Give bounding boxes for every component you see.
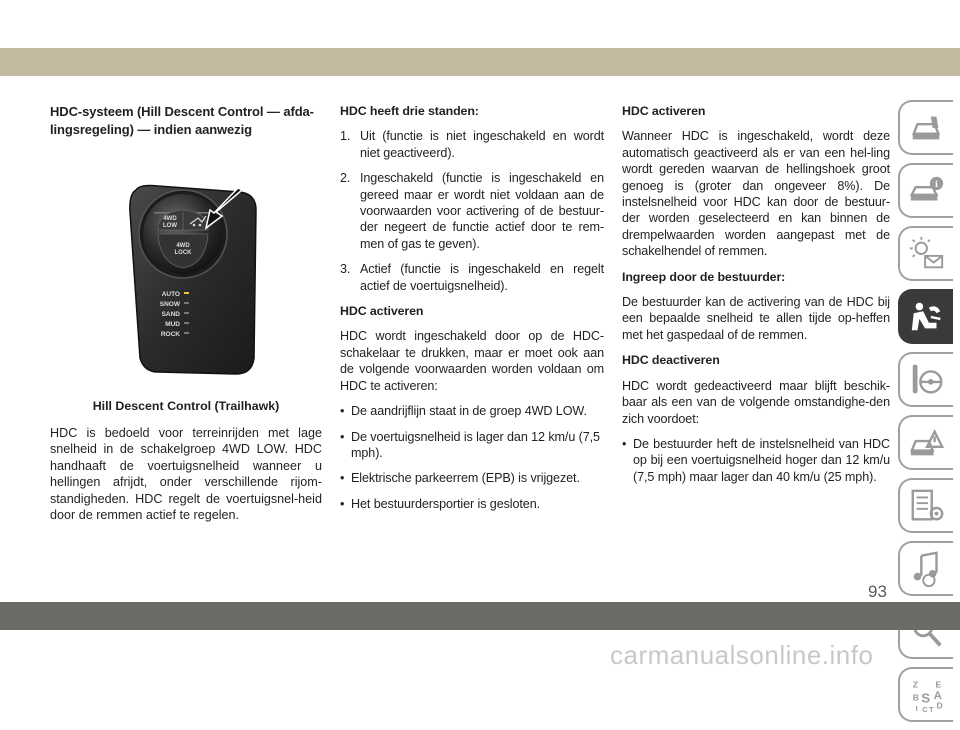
section-heading — [50, 103, 322, 139]
bullet-text: De voertuigsnelheid is lager dan 12 km/u (7,5 mph). — [351, 429, 600, 460]
bullet-glyph: • — [622, 436, 627, 451]
column-1-body: HDC is bedoeld voor terreinrijden met lage snelheid in de schakelgroep 4WD LOW. HDC handhaaft de voertuigsnelheid wanneer u hellingen afrijdt, onder verschillende rijom-standigheden. HDC regelt de voertuigsnel-heid door de remmen actief te regelen. — [50, 426, 322, 523]
hdc-switch-figure — [118, 182, 268, 378]
index-az-icon — [908, 676, 946, 714]
svg-text:T: T — [928, 704, 934, 714]
svg-text:I: I — [915, 703, 918, 713]
column-2 — [340, 103, 604, 521]
deactivate-heading: HDC deactiveren — [622, 353, 720, 368]
emergency-car-icon — [908, 424, 946, 462]
btn-4wd-lock-label-1: 4WD — [176, 243, 190, 249]
bullet-text: Elektrische parkeerrem (EPB) is vrijgezet. — [351, 471, 580, 486]
bullet-text: De aandrijflijn staat in de groep 4WD LOW. — [351, 404, 587, 419]
svg-text:C: C — [921, 704, 928, 714]
page-number: 93 — [868, 582, 887, 601]
activate-paragraph-2: Wanneer HDC is ingeschakeld, wordt deze automatisch geactiveerd als er van een hel-ling wordt gereden waarvan de hellingshoek groot genoeg is (groter dan ongeveer 8%). De instelsnelheid voor HDC kan door de bestuur-der worden geselecteerd en kan binnen de drempelwaarden worden aangepast met de schakelhendel of remmen. — [622, 129, 890, 259]
activate-heading: HDC activeren — [340, 304, 424, 319]
list-item — [340, 261, 604, 294]
mode-sand-label: SAND — [161, 311, 180, 318]
bullet-item — [622, 436, 890, 485]
tab-warning-lights[interactable] — [898, 226, 953, 281]
tab-car-seat[interactable] — [898, 100, 953, 155]
tab-steering-wrench[interactable] — [898, 352, 953, 407]
multimedia-icon — [908, 550, 946, 588]
section-heading-line-2: lingsregeling) — indien aanwezig — [50, 122, 252, 137]
steering-wrench-icon — [908, 361, 946, 399]
tab-multimedia[interactable] — [898, 541, 953, 596]
mode-snow-label: SNOW — [159, 301, 180, 308]
deactivate-paragraph: HDC wordt gedeactiveerd maar blijft beschik-baar als een van de volgende omstandighe-den zich voordoet: — [622, 378, 890, 426]
maintenance-list-icon — [908, 487, 946, 525]
mode-sand-indicator — [184, 312, 189, 314]
tab-emergency-car[interactable] — [898, 415, 953, 470]
header-band — [0, 48, 960, 76]
figure-caption: Hill Descent Control (Trailhawk) — [92, 399, 280, 413]
column-3 — [622, 103, 890, 494]
section-heading-line-1: HDC-systeem (Hill Descent Control — afda- — [50, 104, 314, 119]
mode-auto-label: AUTO — [161, 291, 180, 298]
bullet-glyph: • — [340, 496, 345, 511]
bullet-glyph: • — [340, 429, 345, 444]
svg-text:B: B — [912, 692, 919, 703]
bullet-item — [340, 429, 604, 462]
tab-driving-airbag[interactable] — [898, 289, 953, 344]
mode-mud-indicator — [184, 322, 189, 324]
svg-text:D: D — [936, 699, 943, 710]
warning-lights-icon — [908, 235, 946, 273]
svg-text:E: E — [935, 678, 941, 689]
bullet-item — [340, 403, 604, 419]
mode-rock-label: ROCK — [160, 331, 180, 338]
chapter-tabs — [898, 100, 960, 730]
list-text: Uit (functie is niet ingeschakeld en wordt niet geactiveerd). — [360, 129, 604, 160]
svg-text:Z: Z — [912, 678, 918, 689]
driving-airbag-icon — [908, 298, 946, 336]
driver-override-paragraph: De bestuurder kan de activering van de HDC bij een bepaalde snelheid te allen tijde op-heffen met het gaspedaal of de remmen. — [622, 295, 890, 342]
driver-override-heading: Ingreep door de bestuurder: — [622, 269, 786, 284]
btn-4wd-low-label-2: LOW — [163, 223, 177, 229]
activate-paragraph: HDC wordt ingeschakeld door op de HDC-schakelaar te drukken, maar er moet ook aan de volgende voorwaarden worden voldaan om HDC te activeren: — [340, 329, 604, 393]
list-number: 1. — [340, 129, 351, 144]
modes-heading: HDC heeft drie standen: — [340, 104, 479, 118]
bullet-glyph: • — [340, 404, 345, 419]
list-text: Ingeschakeld (functie is ingeschakeld en gereed maar er wordt niet voldaan aan de voorwaarden voor activering of de bestuur-der negeert de functie actief door te rem-men of gas te geven). — [360, 171, 604, 251]
svg-text:A: A — [933, 689, 942, 702]
svg-text:S: S — [920, 690, 930, 706]
list-number: 2. — [340, 171, 351, 186]
list-number: 3. — [340, 262, 351, 277]
bullet-text: De bestuurder heft de instelsnelheid van HDC op bij een voertuigsnelheid hoger dan 12 km/u (7,5 mph) maar lager dan 40 km/u (25 mph). — [633, 436, 890, 484]
bullet-item — [340, 496, 604, 512]
watermark: carmanualsonline.info — [610, 640, 874, 670]
btn-4wd-lock-label-2: LOCK — [174, 250, 192, 256]
tab-index[interactable] — [898, 667, 953, 722]
list-item — [340, 128, 604, 161]
btn-4wd-low-label-1: 4WD — [163, 216, 177, 222]
car-seat-icon — [908, 109, 946, 147]
bullet-glyph: • — [340, 471, 345, 486]
mode-snow-indicator — [184, 302, 189, 304]
bullet-text: Het bestuurdersportier is gesloten. — [351, 496, 541, 511]
footer-band — [0, 602, 960, 630]
activate-heading-2: HDC activeren — [622, 104, 706, 118]
tab-car-info[interactable] — [898, 163, 953, 218]
list-item — [340, 170, 604, 252]
mode-rock-indicator — [184, 332, 189, 334]
mode-mud-label: MUD — [165, 321, 180, 328]
svg-text:i: i — [934, 179, 938, 190]
tab-maintenance[interactable] — [898, 478, 953, 533]
car-info-icon — [908, 172, 946, 210]
column-1 — [50, 103, 322, 148]
bullet-item — [340, 470, 604, 486]
list-text: Actief (functie is ingeschakeld en regelt actief de voertuigsnelheid). — [360, 262, 604, 293]
mode-auto-indicator — [184, 292, 189, 294]
